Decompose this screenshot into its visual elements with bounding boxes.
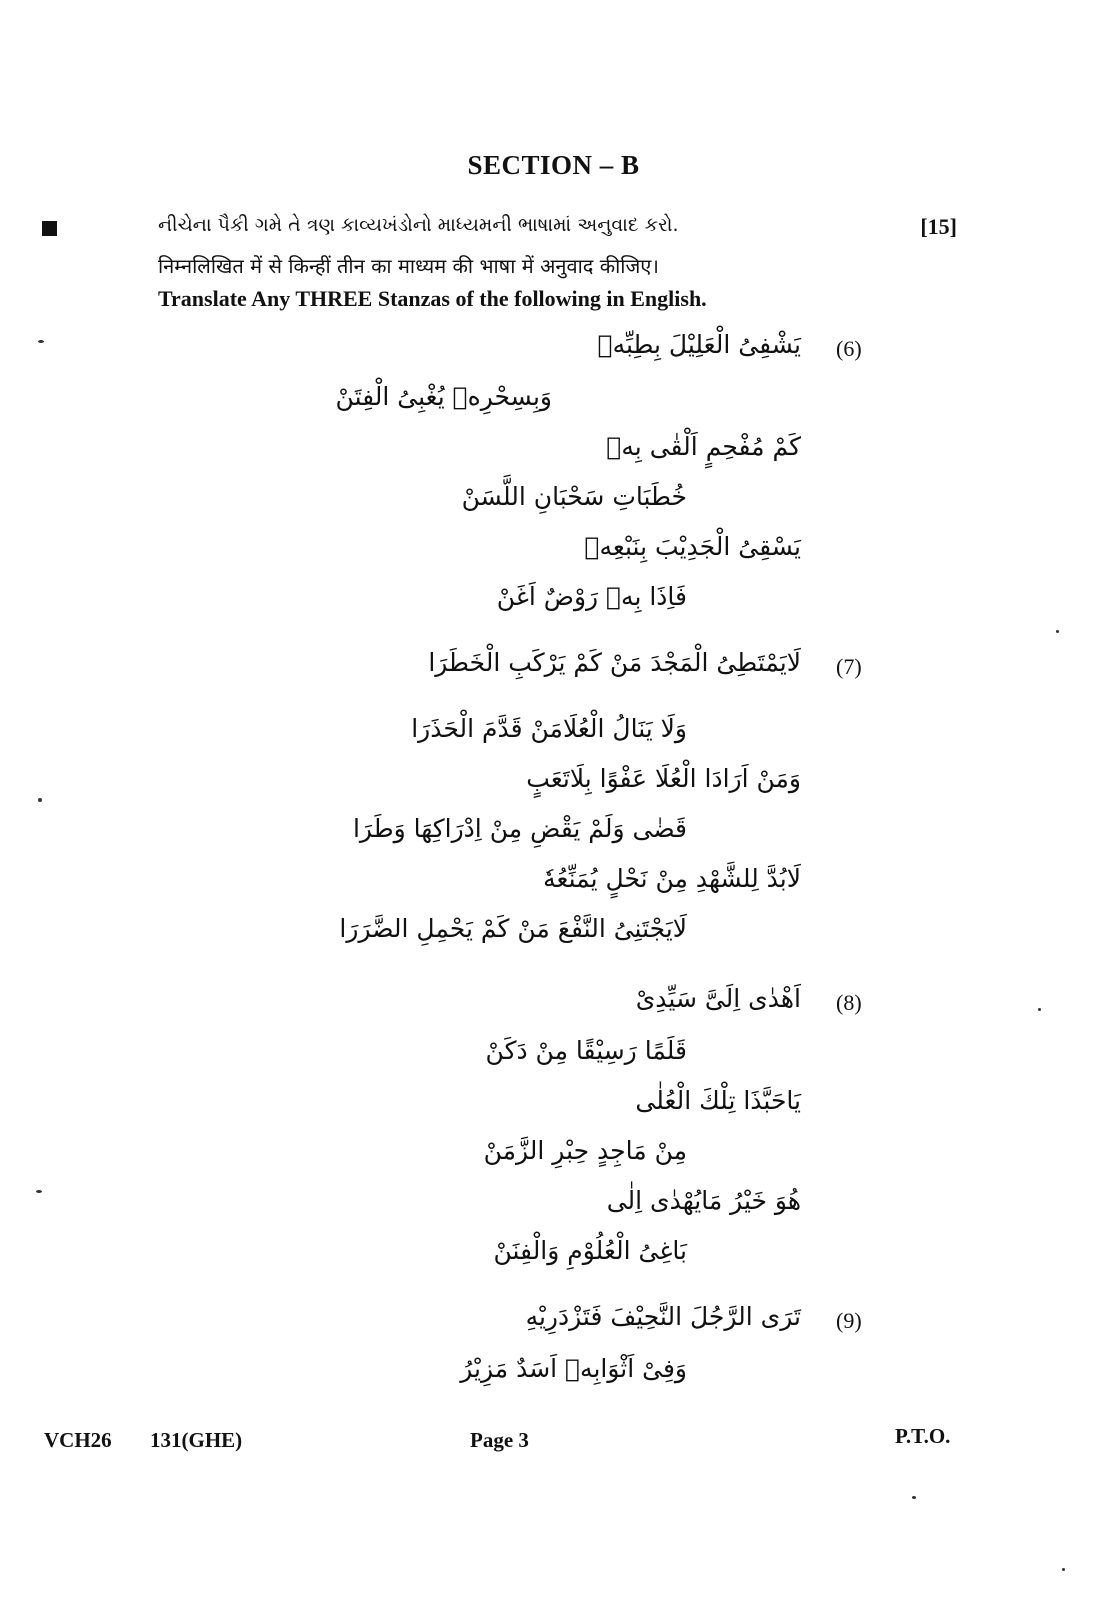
question-number: (6) — [836, 336, 862, 361]
verse-line: وَمَنْ اَرَادَا الْعُلَا عَفْوًا بِلَاتَعَبٍ — [526, 764, 801, 793]
bullet-square-icon — [42, 221, 57, 236]
verse-line: لَابُدَّ لِلشَّهْدِ مِنْ نَحْلٍ يُمَنِّعُهٗ — [543, 864, 801, 893]
footer-page-number: Page 3 — [470, 1428, 529, 1452]
scan-speck — [912, 1496, 916, 1499]
section-title: SECTION – B — [467, 150, 640, 180]
scan-speck — [1056, 630, 1059, 633]
verse-line: وَبِسِحْرِهٖ يُغْبِیُ الْفِتَنْ — [335, 382, 552, 411]
verse-line: لَايَمْتَطِیُ الْمَجْدَ مَنْ كَمْ يَرْكَبِ الْخَطَرَا — [428, 648, 801, 677]
instruction-gujarati: નીચેના પૈકી ગમે તે ત્રણ કાવ્યખંડોનો માધ્યમની ભાષામાં અનુવાદ કરો. — [158, 214, 679, 236]
instruction-hindi: निम्नलिखित में से किन्हीं तीन का माध्यम की भाषा में अनुवाद कीजिए। — [158, 254, 659, 278]
footer-code: VCH26 — [44, 1428, 112, 1452]
verse-line: فَاِذَا بِهٖ رَوْضٌ اَغَنْ — [496, 582, 687, 611]
verse-line: يَسْقِیُ الْجَدِيْبَ بِنَبْعِهٖ — [584, 532, 801, 561]
verse-line: مِنْ مَاجِدٍ حِبْرِ الزَّمَنْ — [483, 1136, 687, 1165]
verse-line: بَاغِیُ الْعُلُوْمِ وَالْفِنَنْ — [493, 1236, 687, 1265]
verse-line: يَاحَبَّذَا تِلْكَ الْعُلٰى — [635, 1086, 801, 1115]
verse-line: يَشْفِیُ الْعَلِيْلَ بِطِبِّهٖ — [597, 330, 801, 359]
verse-line: تَرَى الرَّجُلَ النَّحِيْفَ فَتَزْدَرِيْهِ — [525, 1302, 801, 1331]
verse-line: قَضٰى وَلَمْ يَقْضِ مِنْ اِدْرَاكِهَا وَطَرَا — [352, 814, 687, 843]
scan-speck — [38, 798, 42, 802]
verse-line: وَفِیْ اَثْوَابِهٖ اَسَدٌ مَزِيْرُ — [460, 1354, 687, 1383]
question-number: (7) — [836, 654, 862, 679]
question-number: (8) — [836, 990, 862, 1015]
scan-speck — [1062, 1568, 1065, 1571]
question-number: (9) — [836, 1308, 862, 1333]
scan-speck — [36, 1190, 42, 1193]
instruction-english: Translate Any THREE Stanzas of the following in English. — [158, 286, 707, 311]
verse-line: كَمْ مُفْحِمٍ اَلْقٰى بِهٖ — [606, 432, 801, 461]
scan-speck — [1038, 1008, 1041, 1011]
verse-line: قَلَمًا رَسِيْقًا مِنْ دَكَنْ — [485, 1036, 687, 1065]
footer-pto: P.T.O. — [895, 1424, 951, 1448]
verse-line: خُطَبَاتِ سَحْبَانِ اللَّسَنْ — [461, 482, 687, 511]
verse-line: وَلَا يَنَالُ الْعُلَامَنْ قَدَّمَ الْحَذَرَا — [411, 714, 687, 743]
footer-paper-id: 131(GHE) — [150, 1428, 243, 1452]
marks-label: [15] — [920, 214, 957, 239]
verse-line: لَايَجْتَنِیُ النَّفْعَ مَنْ كَمْ يَحْمِلِ الضَّرَرَا — [339, 914, 687, 943]
scan-speck — [38, 340, 44, 343]
verse-line: هُوَ خَيْرُ مَايُهْدٰى اِلٰى — [606, 1186, 801, 1215]
verse-line: اَهْدٰى اِلَیَّ سَيِّدِیْ — [635, 984, 801, 1013]
